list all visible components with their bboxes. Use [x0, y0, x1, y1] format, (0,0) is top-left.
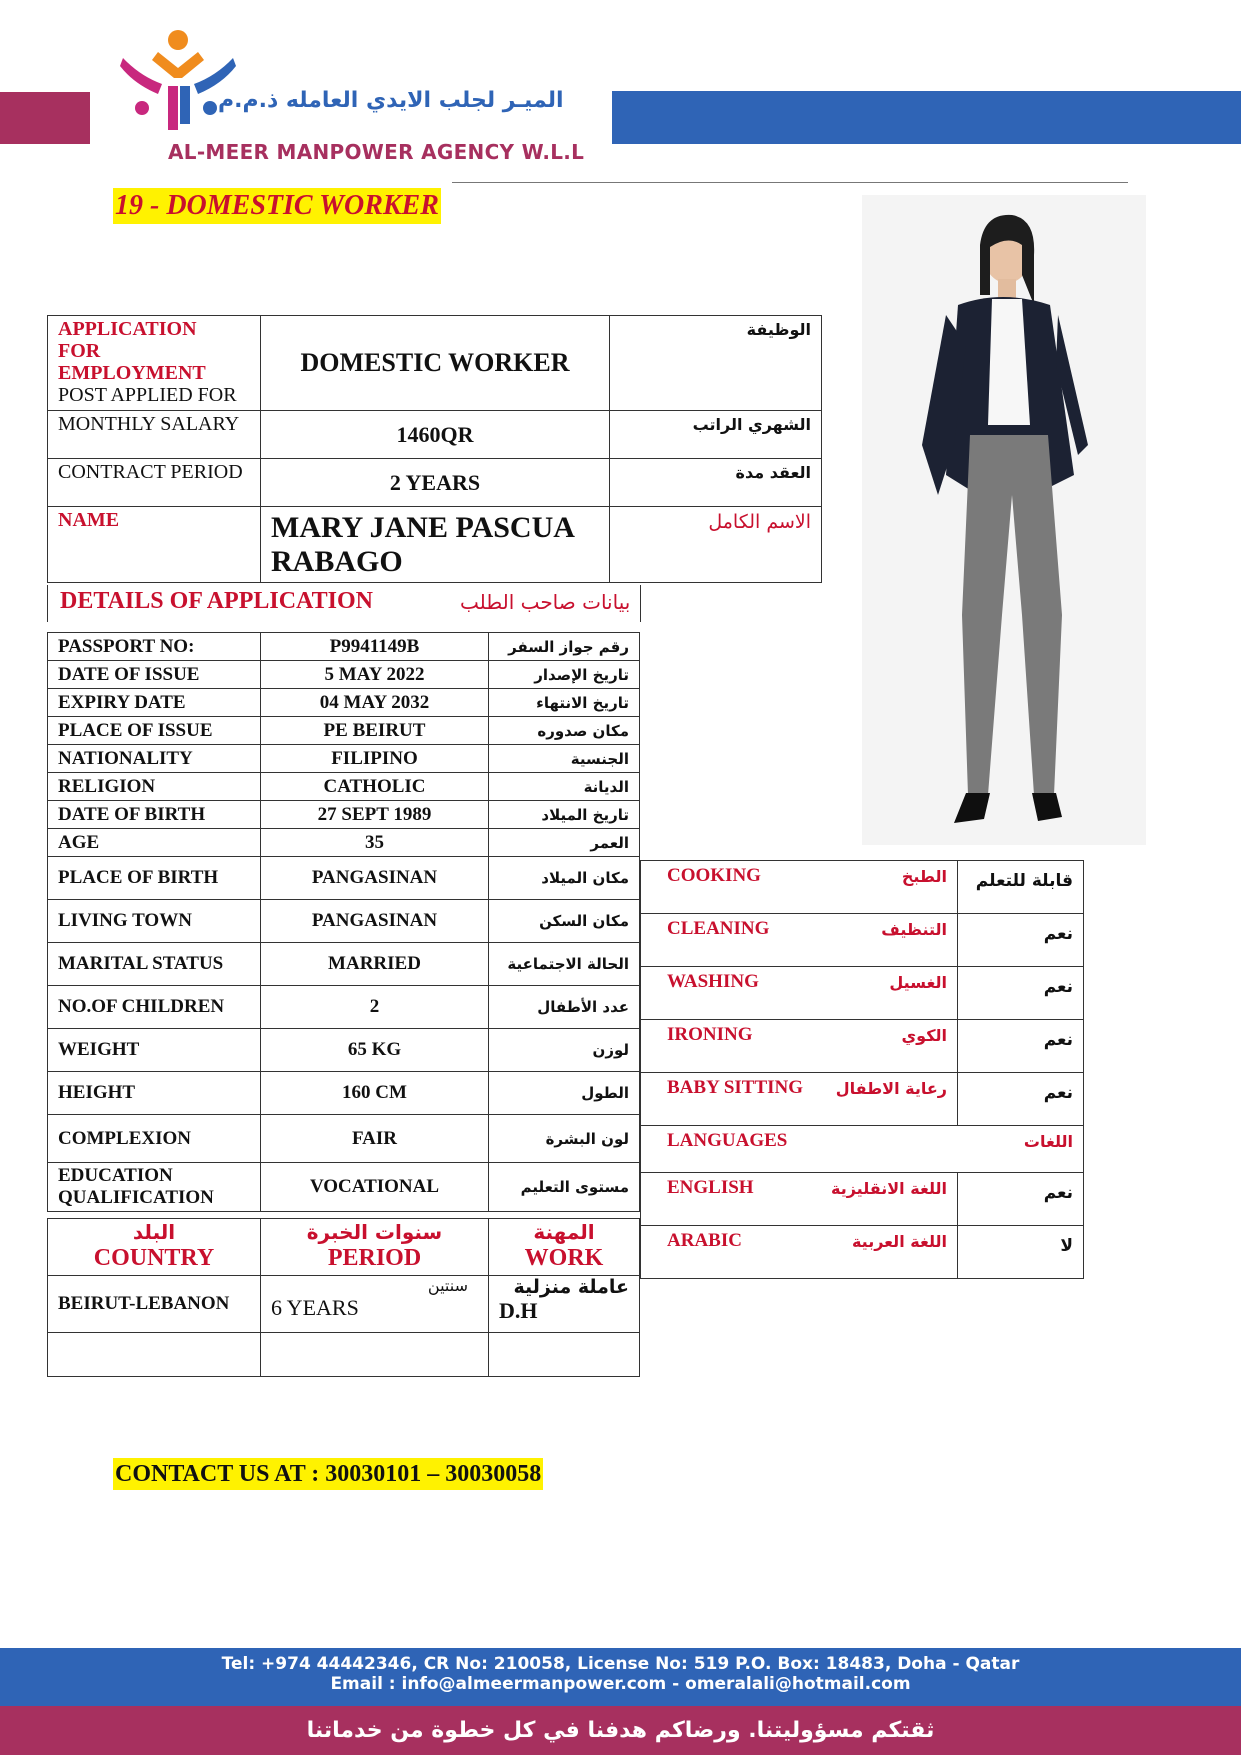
skill-name-ar: اللغة العربية [851, 1232, 947, 1251]
skill-name [641, 861, 958, 914]
work-header-ar: المهنة [533, 1220, 595, 1244]
work-header [489, 1219, 640, 1276]
skill-name-en: COOKING [667, 865, 761, 886]
languages-heading-ar: اللغات [1023, 1132, 1073, 1151]
detail-value: VOCATIONAL [261, 1163, 489, 1212]
experience-table [47, 1218, 640, 1377]
post-applied-label-ar: الوظيفة [610, 316, 822, 411]
contract-value: 2 YEARS [261, 459, 610, 507]
post-applied-value: DOMESTIC WORKER [261, 316, 610, 411]
country-header-ar: البلد [132, 1220, 176, 1244]
detail-value: 160 CM [261, 1072, 489, 1115]
experience-work-ar: عاملة منزلية [513, 1276, 629, 1298]
table-row [641, 1226, 1084, 1279]
detail-label-ar: الجنسية [489, 745, 640, 773]
table-row [641, 1073, 1084, 1126]
application-label-1: APPLICATION [58, 318, 197, 340]
detail-label-ar: رقم جواز السفر [489, 633, 640, 661]
salary-value: 1460QR [261, 411, 610, 459]
experience-country: BEIRUT-LEBANON [48, 1276, 261, 1333]
languages-heading-en: LANGUAGES [667, 1130, 788, 1151]
table-row [48, 829, 640, 857]
detail-value: PANGASINAN [261, 857, 489, 900]
detail-label: EDUCATION QUALIFICATION [48, 1163, 261, 1212]
table-row [48, 801, 640, 829]
detail-label-ar: مكان الميلاد [489, 857, 640, 900]
detail-label: LIVING TOWN [48, 900, 261, 943]
detail-label: AGE [48, 829, 261, 857]
table-row [641, 914, 1084, 967]
detail-label: DATE OF BIRTH [48, 801, 261, 829]
empty-cell [48, 1333, 261, 1377]
table-row [48, 1219, 640, 1276]
contact-line: CONTACT US AT : 30030101 – 30030058 [113, 1458, 543, 1490]
detail-label: NO.OF CHILDREN [48, 986, 261, 1029]
skill-answer: نعم [958, 1173, 1084, 1226]
skill-answer: لا [958, 1226, 1084, 1279]
table-row [48, 1276, 640, 1333]
detail-label-ar: تاريخ الانتهاء [489, 689, 640, 717]
application-table [47, 315, 822, 583]
skill-answer: نعم [958, 967, 1084, 1020]
brand-name-english: AL-MEER MANPOWER AGENCY W.L.L [168, 140, 585, 164]
contract-label: CONTRACT PERIOD [48, 459, 261, 507]
skill-name-en: CLEANING [667, 918, 770, 939]
detail-value: 65 KG [261, 1029, 489, 1072]
skill-name [641, 1226, 958, 1279]
salary-label: MONTHLY SALARY [48, 411, 261, 459]
detail-value: 5 MAY 2022 [261, 661, 489, 689]
table-row [48, 1115, 640, 1163]
empty-cell [489, 1333, 640, 1377]
skill-name-en: IRONING [667, 1024, 753, 1045]
detail-value: PE BEIRUT [261, 717, 489, 745]
page-title: 19 - DOMESTIC WORKER [113, 188, 441, 224]
detail-value: CATHOLIC [261, 773, 489, 801]
detail-label-ar: الديانة [489, 773, 640, 801]
detail-label-ar: عدد الأطفال [489, 986, 640, 1029]
skill-name [641, 1173, 958, 1226]
skill-name-en: BABY SITTING [667, 1077, 804, 1098]
country-header [48, 1219, 261, 1276]
table-row [48, 661, 640, 689]
detail-label-ar: مكان صدوره [489, 717, 640, 745]
name-label-ar: الاسم الكامل [610, 507, 822, 583]
detail-label: PLACE OF BIRTH [48, 857, 261, 900]
skill-name [641, 967, 958, 1020]
period-header [261, 1219, 489, 1276]
detail-value: FILIPINO [261, 745, 489, 773]
post-label-cell [48, 316, 261, 411]
detail-label-ar: مكان السكن [489, 900, 640, 943]
detail-label-ar: الحالة الاجتماعية [489, 943, 640, 986]
languages-heading [641, 1126, 1084, 1173]
table-row [641, 1126, 1084, 1173]
detail-label-ar: تاريخ الميلاد [489, 801, 640, 829]
table-row [641, 1173, 1084, 1226]
work-header-en: WORK [524, 1245, 604, 1271]
experience-period-ar: سنتين [427, 1276, 468, 1295]
table-row [641, 861, 1084, 914]
detail-value: 2 [261, 986, 489, 1029]
skill-name-en: WASHING [667, 971, 759, 992]
table-row [48, 1029, 640, 1072]
worker-photo [862, 195, 1146, 845]
table-row [48, 1163, 640, 1212]
name-value: MARY JANE PASCUA RABAGO [261, 507, 610, 583]
detail-label: DATE OF ISSUE [48, 661, 261, 689]
detail-label: HEIGHT [48, 1072, 261, 1115]
skill-name [641, 1073, 958, 1126]
detail-value: P9941149B [261, 633, 489, 661]
experience-work: D.H [499, 1298, 538, 1323]
table-row [641, 967, 1084, 1020]
table-row [48, 745, 640, 773]
detail-label: PASSPORT NO: [48, 633, 261, 661]
detail-label: MARITAL STATUS [48, 943, 261, 986]
brand-name-arabic: الميـر لجلب الايدي العامله ذ.م.م [218, 88, 564, 113]
detail-value: MARRIED [261, 943, 489, 986]
period-header-ar: سنوات الخبرة [306, 1220, 443, 1244]
skill-name [641, 914, 958, 967]
table-row [48, 857, 640, 900]
experience-period: 6 YEARS [271, 1295, 359, 1320]
detail-label-ar: العمر [489, 829, 640, 857]
table-row [48, 986, 640, 1029]
details-table [47, 632, 640, 1212]
skills-table [640, 860, 1084, 1279]
logo-icon [118, 28, 238, 132]
detail-value: FAIR [261, 1115, 489, 1163]
name-label: NAME [48, 507, 261, 583]
footer-contact [0, 1648, 1241, 1706]
empty-cell [261, 1333, 489, 1377]
experience-period-cell [261, 1276, 489, 1333]
experience-work-cell [489, 1276, 640, 1333]
footer-line-1: Tel: +974 44442346, CR No: 210058, License No: 519 P.O. Box: 18483, Doha - Qatar [221, 1654, 1020, 1674]
detail-label-ar: تاريخ الإصدار [489, 661, 640, 689]
table-row [48, 943, 640, 986]
table-row [48, 773, 640, 801]
detail-label: WEIGHT [48, 1029, 261, 1072]
detail-value: PANGASINAN [261, 900, 489, 943]
divider [452, 182, 1128, 183]
skill-name-en: ENGLISH [667, 1177, 754, 1198]
detail-label-ar: مستوى التعليم [489, 1163, 640, 1212]
period-header-en: PERIOD [327, 1245, 422, 1271]
table-row [641, 1020, 1084, 1073]
detail-label-ar: لون البشرة [489, 1115, 640, 1163]
footer-slogan: ثقتكم مسؤوليتنا. ورضاكم هدفنا في كل خطوة من خدماتنا [0, 1706, 1241, 1755]
detail-label: RELIGION [48, 773, 261, 801]
skill-answer: قابلة للتعلم [958, 861, 1084, 914]
skill-name-ar: اللغة الانقليزية [831, 1179, 947, 1198]
detail-label: PLACE OF ISSUE [48, 717, 261, 745]
contract-label-ar: العقد مدة [610, 459, 822, 507]
table-row [48, 633, 640, 661]
detail-label: EXPIRY DATE [48, 689, 261, 717]
detail-label-ar: الطول [489, 1072, 640, 1115]
skill-answer: نعم [958, 1020, 1084, 1073]
table-row [48, 900, 640, 943]
skill-name-ar: التنظيف [881, 920, 947, 939]
post-applied-label: POST APPLIED FOR [58, 384, 237, 406]
skill-name-ar: الطبخ [901, 867, 947, 886]
skill-name [641, 1020, 958, 1073]
skill-name-en: ARABIC [667, 1230, 742, 1251]
detail-label: COMPLEXION [48, 1115, 261, 1163]
skill-name-ar: رعاية الاطفال [835, 1079, 947, 1098]
details-heading-ar: بيانات صاحب الطلب [460, 590, 631, 614]
country-header-en: COUNTRY [93, 1245, 215, 1271]
detail-value: 04 MAY 2032 [261, 689, 489, 717]
skill-answer: نعم [958, 1073, 1084, 1126]
table-row [48, 1072, 640, 1115]
header-band-left [0, 92, 90, 144]
footer-line-2: Email : info@almeermanpower.com - omeralali@hotmail.com [330, 1674, 911, 1694]
details-heading-en: DETAILS OF APPLICATION [60, 588, 373, 614]
application-label-2: FOR [58, 340, 101, 362]
skill-name-ar: الكوي [901, 1026, 947, 1045]
table-row [48, 689, 640, 717]
skill-answer: نعم [958, 914, 1084, 967]
detail-label-ar: لوزن [489, 1029, 640, 1072]
table-row [48, 717, 640, 745]
table-row [48, 1333, 640, 1377]
header-band-right [612, 91, 1241, 144]
skill-name-ar: الغسيل [889, 973, 947, 992]
salary-label-ar: الشهري الراتب [610, 411, 822, 459]
detail-value: 27 SEPT 1989 [261, 801, 489, 829]
detail-label: NATIONALITY [48, 745, 261, 773]
detail-value: 35 [261, 829, 489, 857]
application-label-3: EMPLOYMENT [58, 362, 206, 384]
